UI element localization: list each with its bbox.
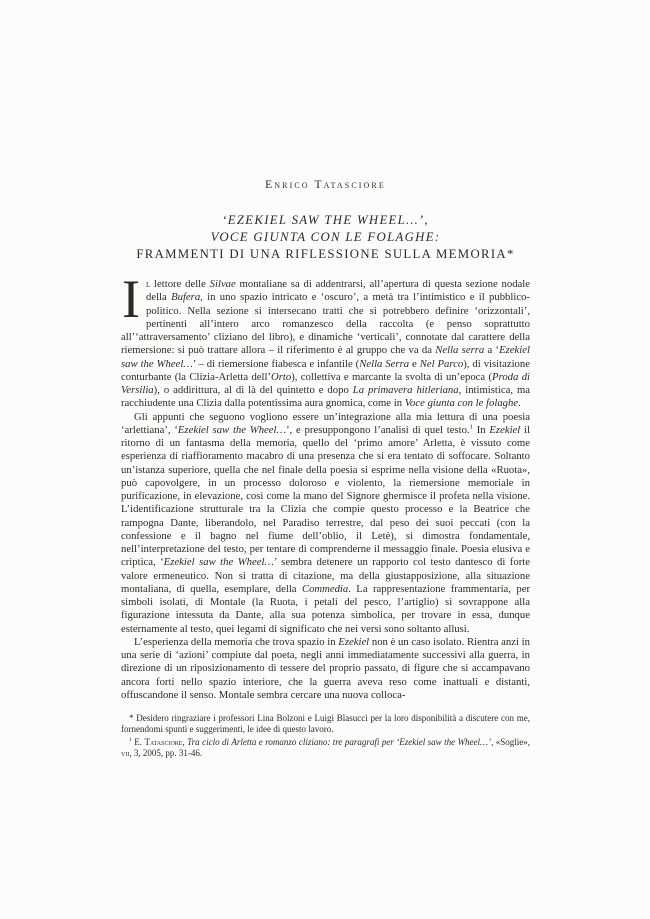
- text-segment: Proda di Versilia: [121, 370, 531, 396]
- article-body: [121, 269, 531, 702]
- text-segment: La primavera hitleriana: [352, 384, 459, 396]
- text-segment: Nella Serra: [359, 357, 410, 370]
- text-segment: 1: [469, 423, 473, 431]
- article-title: [121, 212, 530, 263]
- title-line-1: ‘EZEKIEL SAW THE WHEEL…’,: [222, 213, 429, 227]
- text-segment: Orto: [271, 370, 292, 383]
- footnote: * Desidero ringraziare i professori Lina Bolzoni e Luigi Blasucci per la loro disponibilità a discutere con me, fornendomi spunti e suggerimenti, le idee di questo lavoro.: [121, 713, 530, 735]
- text-segment: Voce giunta con le folaghe: [404, 397, 519, 410]
- body-paragraph: Gli appunti che seguono vogliono essere un’integrazione alla mia lettura di una poesia ‘arlettiana’, ‘Ezekiel saw the Wheel…’, e presuppongono l’analisi di quel testo.$^1$ In Ezekiel il ritorno di un fantasma della memoria, quello del ‘primo amore’ Arletta, è vissuto come esperienza di riaffioramento macabro di una presenza che si era tentato di soffocare. Soltanto un’istanza superiore, quella che nel finale della poesia si esprime nella visione della «Ruota», può capovolgere, in un processo doloroso e violento, la riemersione memoriale in purificazione, in elevazione, così come la mano del Signore ghermisce il profeta nella visione. L’identificazione strutturale tra la Clizia che compie questo processo e la Beatrice che rampogna Dante, liberandolo, nel Paradiso terrestre, dal peso dei suoi peccati (con la confessione e il bagno nel fiume dell’oblio, il Letè), si dimostra fondamentale, nell’interpretazione del testo, per tentare di comprenderne il messaggio finale. Poesia elusiva e criptica, ‘Ezekiel saw the Wheel…’ sembra detenere un rapporto col testo dantesco di forte valore ermeneutico. Non si tratta di citazione, ma della giustapposizione, alla situazione montaliana, di quella, esemplare, della Commedia. La rappresentazione frammentaria, per simboli isolati, di Montale (la Ruota, i petali del pesco, l’artiglio) si sovrappone alla figurazione intessuta da Dante, alla sua potenza simbolica, per trovare in essa, dunque esternamente al testo, quei legami di significato che nei versi sono soltanto allusi.: [121, 410, 531, 635]
- text-segment: Ezekiel: [489, 423, 521, 436]
- page-content: [121, 179, 530, 760]
- text-segment: Ezekiel saw the Wheel…: [177, 423, 286, 436]
- footnotes-section: [121, 713, 530, 759]
- text-segment: Silvae: [209, 278, 236, 290]
- body-paragraph: Il lettore delle Silvae montaliane sa di addentrarsi, all’apertura di questa sezione nodale della Bufera, in uno spazio intricato e ‘oscuro’, a metà tra l’intimistico e il pubblico-politico. Nella sezione si intersecano tratti che si potrebbero definire ‘orizzontali’, pertinenti all’intero arco romanzesco della raccolta (e penso soprattutto all’‘attraversamento’ cliziano del libro), e dinamiche ‘verticali’, connotate dal carattere della riemersione: si può trattare allora – il riferimento è al gruppo che va da Nella serra a ‘Ezekiel saw the Wheel…’ – di riemersione fiabesca e infantile (Nella Serra e Nel Parco), di visitazione conturbante (la Clizia-Arletta dell’Orto), collettiva e marcante la svolta di un’epoca (Proda di Versilia), o addirittura, al di là del quintetto e dopo La primavera hitleriana, intimistica, ma racchiudente una Clizia dalla potentissima aura gnomica, come in Voce giunta con le folaghe.: [121, 269, 531, 410]
- text-segment: Commedia: [301, 582, 349, 595]
- body-paragraph: L’esperienza della memoria che trova spazio in Ezekiel non è un caso isolato. Rientra anzi in una serie di ‘azioni’ compiute dal poeta, negli anni immediatamente successivi alla guerra, in direzione di un riposizionamento di tessere del proprio passato, di figure che si accampavano ancora forti nello spazio interiore, che la guerra aveva reso come inattuali e distanti, offuscandone il senso. Montale sembra cercare una nuova colloca-: [121, 635, 530, 701]
- text-segment: Ezekiel saw the Wheel…: [121, 344, 530, 370]
- author-name: Enrico Tatasciore: [265, 179, 386, 191]
- title-line-3: FRAMMENTI DI UNA RIFLESSIONE SULLA MEMORIA*: [136, 247, 515, 261]
- title-line-2: VOCE GIUNTA CON LE FOLAGHE:: [210, 230, 441, 244]
- text-segment: Nella serra: [435, 344, 485, 357]
- text-segment: Bufera: [171, 291, 201, 304]
- text-segment: vii: [121, 747, 130, 758]
- text-segment: Tra ciclo di Arletta e romanzo cliziano: tre paragrafi per ‘Ezekiel saw the Wheel…’: [187, 736, 492, 747]
- text-segment: Nel Parco: [419, 357, 464, 370]
- text-segment: l: [145, 278, 151, 290]
- text-segment: Ezekiel: [338, 635, 370, 648]
- footnote: $^1$ E. Tatasciore, Tra ciclo di Arletta e romanzo cliziano: tre paragrafi per ‘Ezekiel saw the Wheel…’, «Soglie», vii, 3, 2005, pp. 31-46.: [121, 736, 531, 758]
- text-segment: Tatasciore: [144, 736, 183, 747]
- drop-cap: I: [122, 269, 140, 329]
- text-segment: 1: [129, 736, 132, 743]
- text-segment: Ezekiel saw the Wheel…: [163, 556, 274, 569]
